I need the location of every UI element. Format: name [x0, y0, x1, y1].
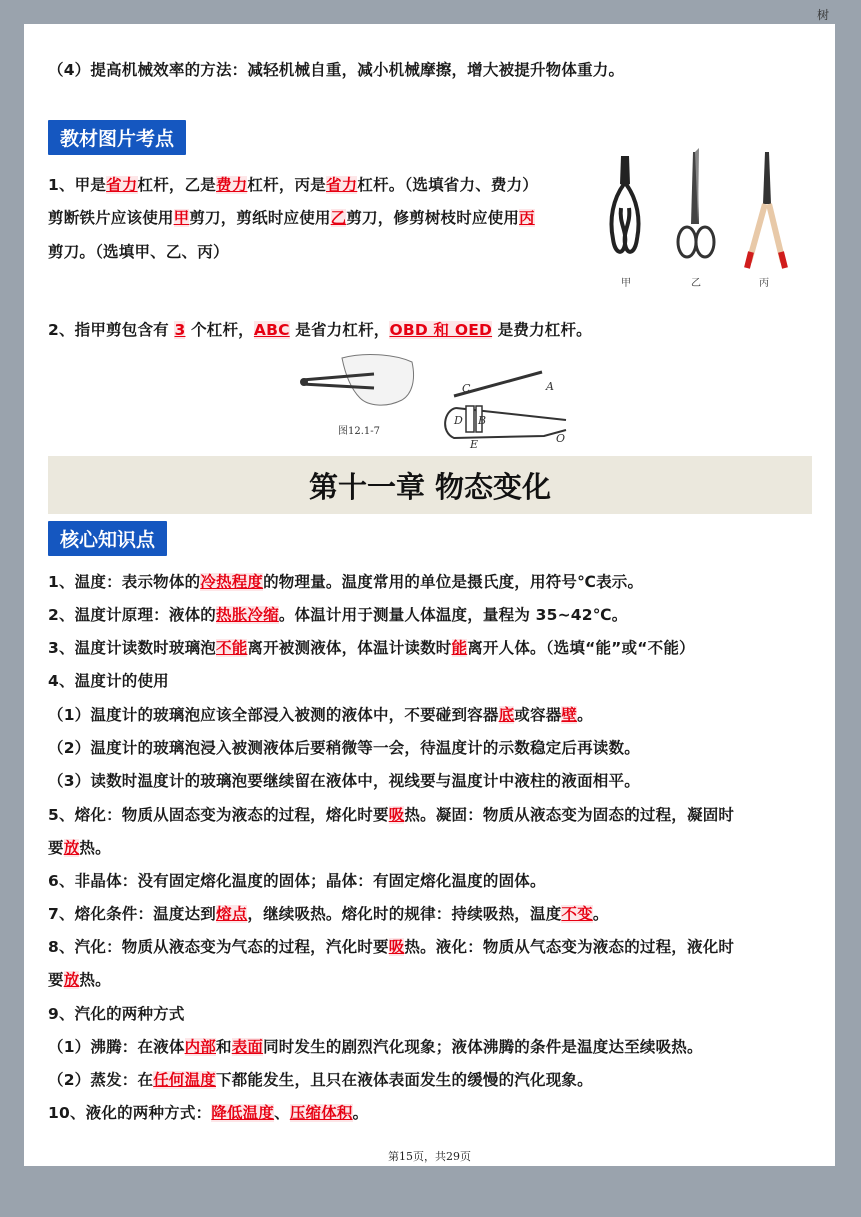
knowledge-4-3: （3）读数时温度计的玻璃泡要继续留在液体中，视线要与温度计中液柱的液面相平。: [48, 772, 640, 790]
point-d: D: [454, 414, 463, 427]
point-o: O: [556, 432, 566, 445]
label-yi: 乙: [691, 278, 701, 289]
point-b: B: [478, 414, 487, 427]
hand-illustration: [300, 355, 414, 406]
q1-line3: 剪刀。（选填甲、乙、丙）: [48, 243, 229, 261]
nail-clipper-figure: [294, 350, 584, 450]
point-a: A: [546, 380, 554, 393]
page-number-footer: 第15页，共29页: [388, 1150, 471, 1163]
section-tag-textbook: 教材图片考点: [48, 120, 186, 155]
knowledge-4-2: （2）温度计的玻璃泡浸入被测液体后要稍微等一会，待温度计的示数稳定后再读数。: [48, 739, 640, 757]
corner-mark: 树: [816, 8, 829, 22]
knowledge-9-2: （2）蒸发：在任何温度下都能发生，且只在液体表面发生的缓慢的汽化现象。: [48, 1071, 593, 1089]
chapter-title: 第十一章 物态变化: [48, 456, 812, 514]
knowledge-9-1: （1）沸腾：在液体内部和表面同时发生的剧烈汽化现象；液体沸腾的条件是温度达至续吸热。: [48, 1038, 703, 1056]
knowledge-4-1: （1）温度计的玻璃泡应该全部浸入被测的液体中，不要碰到容器底或容器壁。: [48, 706, 593, 724]
knowledge-1: 1、温度：表示物体的冷热程度的物理量。温度常用的单位是摄氏度，用符号℃表示。: [48, 573, 644, 591]
knowledge-8-line2: 要放热。: [48, 971, 111, 989]
mechanical-efficiency-line: （4）提高机械效率的方法：减轻机械自重，减小机械摩擦，增大被提升物体重力。: [48, 61, 625, 79]
figure-caption: 图12.1-7: [338, 426, 381, 437]
knowledge-8-line1: 8、汽化：物质从液态变为气态的过程，汽化时要吸热。液化：物质从气态变为液态的过程，液化时: [48, 938, 735, 956]
knowledge-9: 9、汽化的两种方式: [48, 1005, 185, 1023]
scissors-yi: [678, 148, 714, 257]
q1-line1: 1、甲是省力杠杆，乙是费力杠杆，丙是省力杠杆。（选填省力、费力）: [48, 176, 538, 194]
label-bing: 丙: [759, 278, 769, 289]
knowledge-5-line1: 5、熔化：物质从固态变为液态的过程，熔化时要吸热。凝固：物质从液态变为固态的过程，凝固时: [48, 806, 735, 824]
scissors-bing: [747, 152, 785, 268]
section-tag-core: 核心知识点: [48, 521, 167, 556]
knowledge-2: 2、温度计原理：液体的热胀冷缩。体温计用于测量人体温度，量程为 35~42℃。: [48, 606, 628, 624]
scissors-jia: [611, 156, 638, 252]
q1-line2: 剪断铁片应该使用甲剪刀，剪纸时应使用乙剪刀，修剪树枝时应使用丙: [48, 209, 535, 227]
knowledge-7: 7、熔化条件：温度达到熔点，继续吸热。熔化时的规律：持续吸热，温度不变。: [48, 905, 609, 923]
point-c: C: [462, 382, 471, 395]
knowledge-4: 4、温度计的使用: [48, 672, 169, 690]
document-page: [24, 8, 835, 1166]
q2-line: 2、指甲剪包含有 3 个杠杆，ABC 是省力杠杆，OBD 和 OED 是费力杠杆。: [48, 321, 592, 339]
point-e: E: [470, 438, 479, 450]
scissors-figure: [599, 144, 799, 294]
label-jia: 甲: [621, 278, 631, 289]
knowledge-6: 6、非晶体：没有固定熔化温度的固体；晶体：有固定熔化温度的固体。: [48, 872, 546, 890]
knowledge-10: 10、液化的两种方式：降低温度、压缩体积。: [48, 1104, 369, 1122]
knowledge-5-line2: 要放热。: [48, 839, 111, 857]
knowledge-3: 3、温度计读数时玻璃泡不能离开被测液体，体温计读数时能离开人体。（选填“能”或“不能）: [48, 639, 695, 657]
